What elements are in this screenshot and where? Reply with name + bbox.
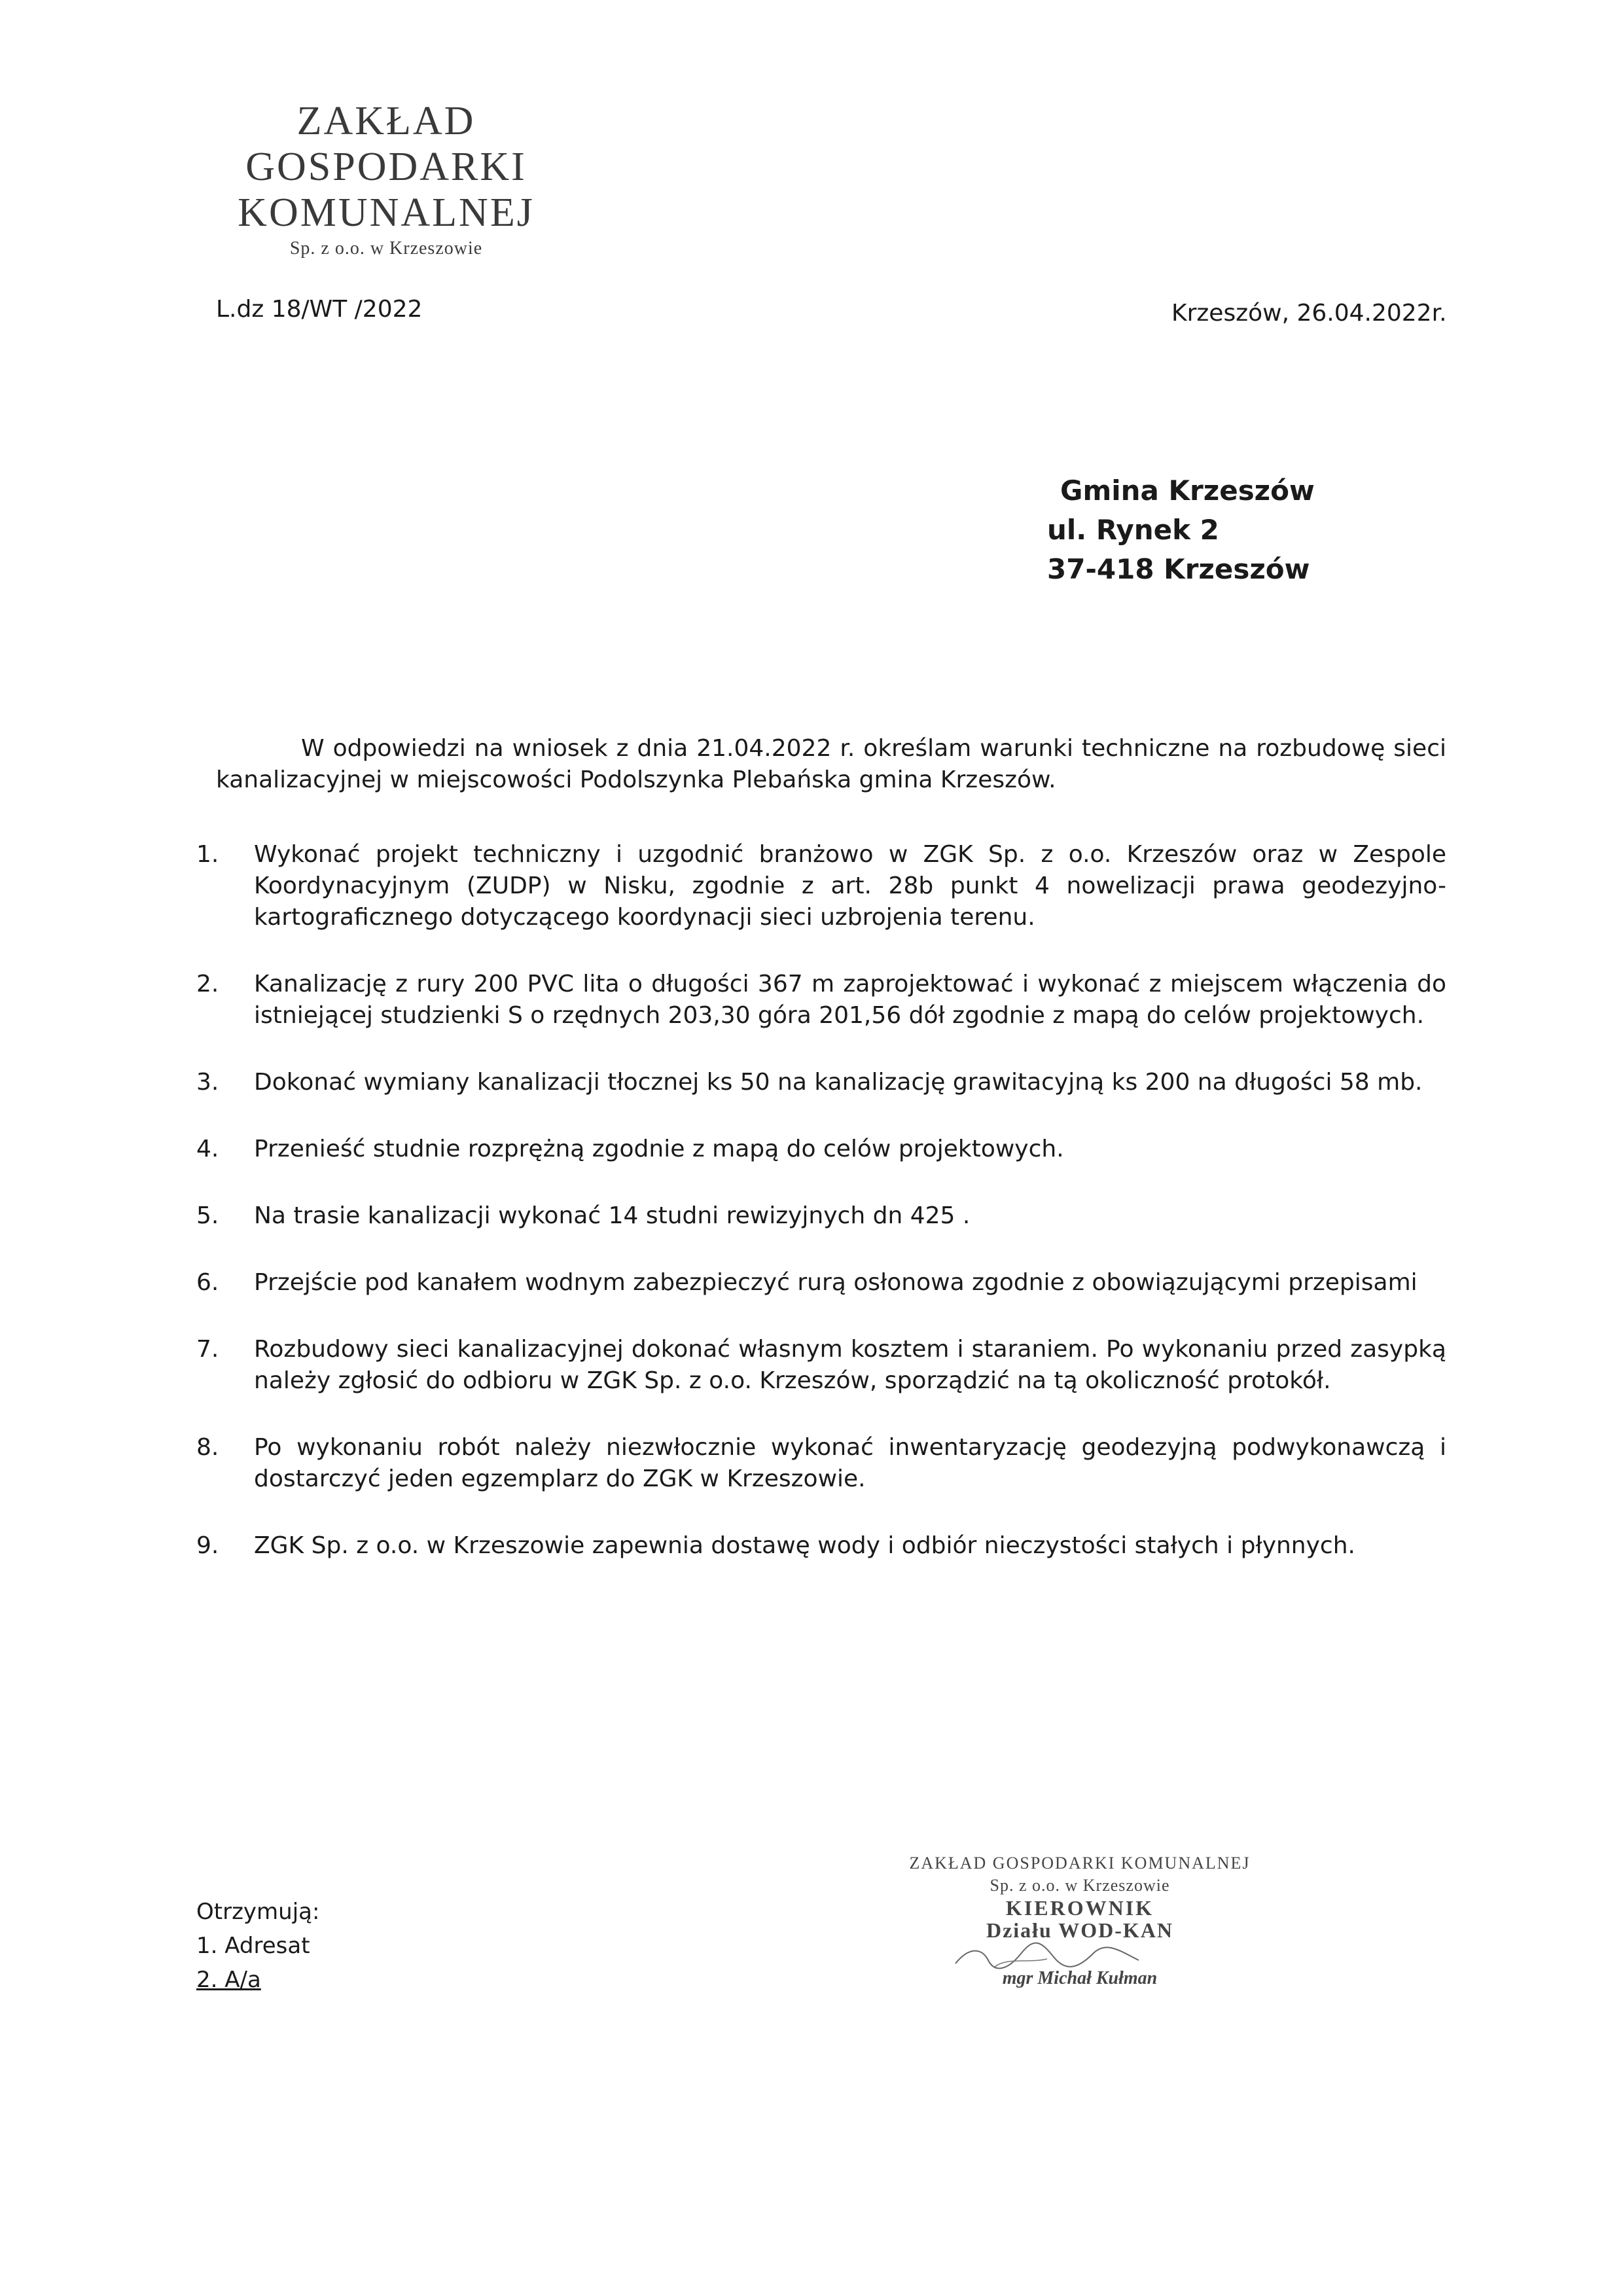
item-number: 9.: [196, 1532, 219, 1559]
stamp-line-1: ZAKŁAD GOSPODARKI KOMUNALNEJ: [909, 1854, 1251, 1873]
stamp-line-5: mgr Michał Kułman: [1002, 1968, 1158, 1988]
letterhead-line-2: GOSPODARKI: [245, 145, 527, 189]
item-number: 7.: [196, 1336, 219, 1363]
list-item: [196, 1432, 1446, 1495]
letterhead-subtitle: Sp. z o.o. w Krzeszowie: [289, 238, 483, 259]
addressee-name: Gmina Krzeszów: [1060, 475, 1315, 507]
item-text: Dokonać wymiany kanalizacji tłocznej ks 50 na kanalizację grawitacyjną ks 200 na długości 58 mb.: [254, 1069, 1423, 1096]
list-item: [196, 1530, 1446, 1562]
addressee-street: ul. Rynek 2: [1047, 514, 1219, 546]
conditions-list: [196, 839, 1446, 1597]
item-text: Przenieść studnie rozprężną zgodnie z mapą do celów projektowych.: [254, 1136, 1064, 1162]
addressee-city: 37-418 Krzeszów: [1047, 553, 1310, 585]
item-text: Na trasie kanalizacji wykonać 14 studni rewizyjnych dn 425 .: [254, 1202, 971, 1229]
item-number: 8.: [196, 1434, 219, 1461]
item-text: ZGK Sp. z o.o. w Krzeszowie zapewnia dostawę wody i odbiór nieczystości stałych i płynnych.: [254, 1532, 1355, 1559]
reference-number: L.dz 18/WT /2022: [216, 296, 423, 323]
letterhead-line-1: ZAKŁAD: [296, 99, 476, 143]
letterhead-line-3: KOMUNALNEJ: [238, 190, 535, 235]
item-number: 3.: [196, 1069, 219, 1096]
intro-paragraph: W odpowiedzi na wniosek z dnia 21.04.2022 r. określam warunki techniczne na rozbudowę sieci kanalizacyjnej w miejscowości Podolszynka Plebańska gmina Krzeszów.: [216, 735, 1446, 793]
recipients-heading: Otrzymują:: [196, 1899, 320, 1925]
addressee-block: [1047, 471, 1315, 589]
document-date: Krzeszów, 26.04.2022r.: [1171, 300, 1447, 327]
item-number: 2.: [196, 971, 219, 997]
list-item: [196, 1267, 1446, 1299]
recipients-block: [196, 1895, 319, 1997]
letterhead: [216, 98, 556, 259]
handwritten-signature: [949, 1934, 1145, 1973]
stamp-line-4: Działu WOD-KAN: [986, 1918, 1174, 1942]
item-text: Wykonać projekt techniczny i uzgodnić branżowo w ZGK Sp. z o.o. Krzeszów oraz w Zespole Koordynacyjnym (ZUDP) w Nisku, zgodnie z art. 28b punkt 4 nowelizacji prawa geodezyjno-kartograficznego dotyczącego koordynacji sieci uzbrojenia terenu.: [254, 841, 1446, 931]
recipient-2: 2. A/a: [196, 1967, 261, 1993]
item-text: Rozbudowy sieci kanalizacyjnej dokonać własnym kosztem i staraniem. Po wykonaniu przed zasypką należy zgłosić do odbioru w ZGK Sp. z o.o. Krzeszów, sporządzić na tą okoliczność protokół.: [254, 1336, 1446, 1394]
item-number: 4.: [196, 1136, 219, 1162]
list-item: [196, 1067, 1446, 1098]
recipient-1: 1. Adresat: [196, 1933, 310, 1959]
stamp-line-3: KIEROWNIK: [1005, 1896, 1154, 1920]
item-text: Kanalizację z rury 200 PVC lita o długości 367 m zaprojektować i wykonać z miejscem włączenia do istniejącej studzienki S o rzędnych 203,30 góra 201,56 dół zgodnie z mapą do celów projektowych.: [254, 971, 1446, 1029]
list-item: [196, 1200, 1446, 1232]
list-item: [196, 839, 1446, 933]
item-number: 6.: [196, 1269, 219, 1296]
stamp-line-2: Sp. z o.o. w Krzeszowie: [990, 1876, 1170, 1895]
item-number: 1.: [196, 841, 219, 868]
list-item: [196, 1134, 1446, 1165]
item-number: 5.: [196, 1202, 219, 1229]
list-item: [196, 969, 1446, 1031]
item-text: Przejście pod kanałem wodnym zabezpieczyć rurą osłonowa zgodnie z obowiązującymi przepisami: [254, 1269, 1418, 1296]
item-text: Po wykonaniu robót należy niezwłocznie wykonać inwentaryzację geodezyjną podwykonawczą i dostarczyć jeden egzemplarz do ZGK w Krzeszowie.: [254, 1434, 1446, 1492]
list-item: [196, 1334, 1446, 1397]
